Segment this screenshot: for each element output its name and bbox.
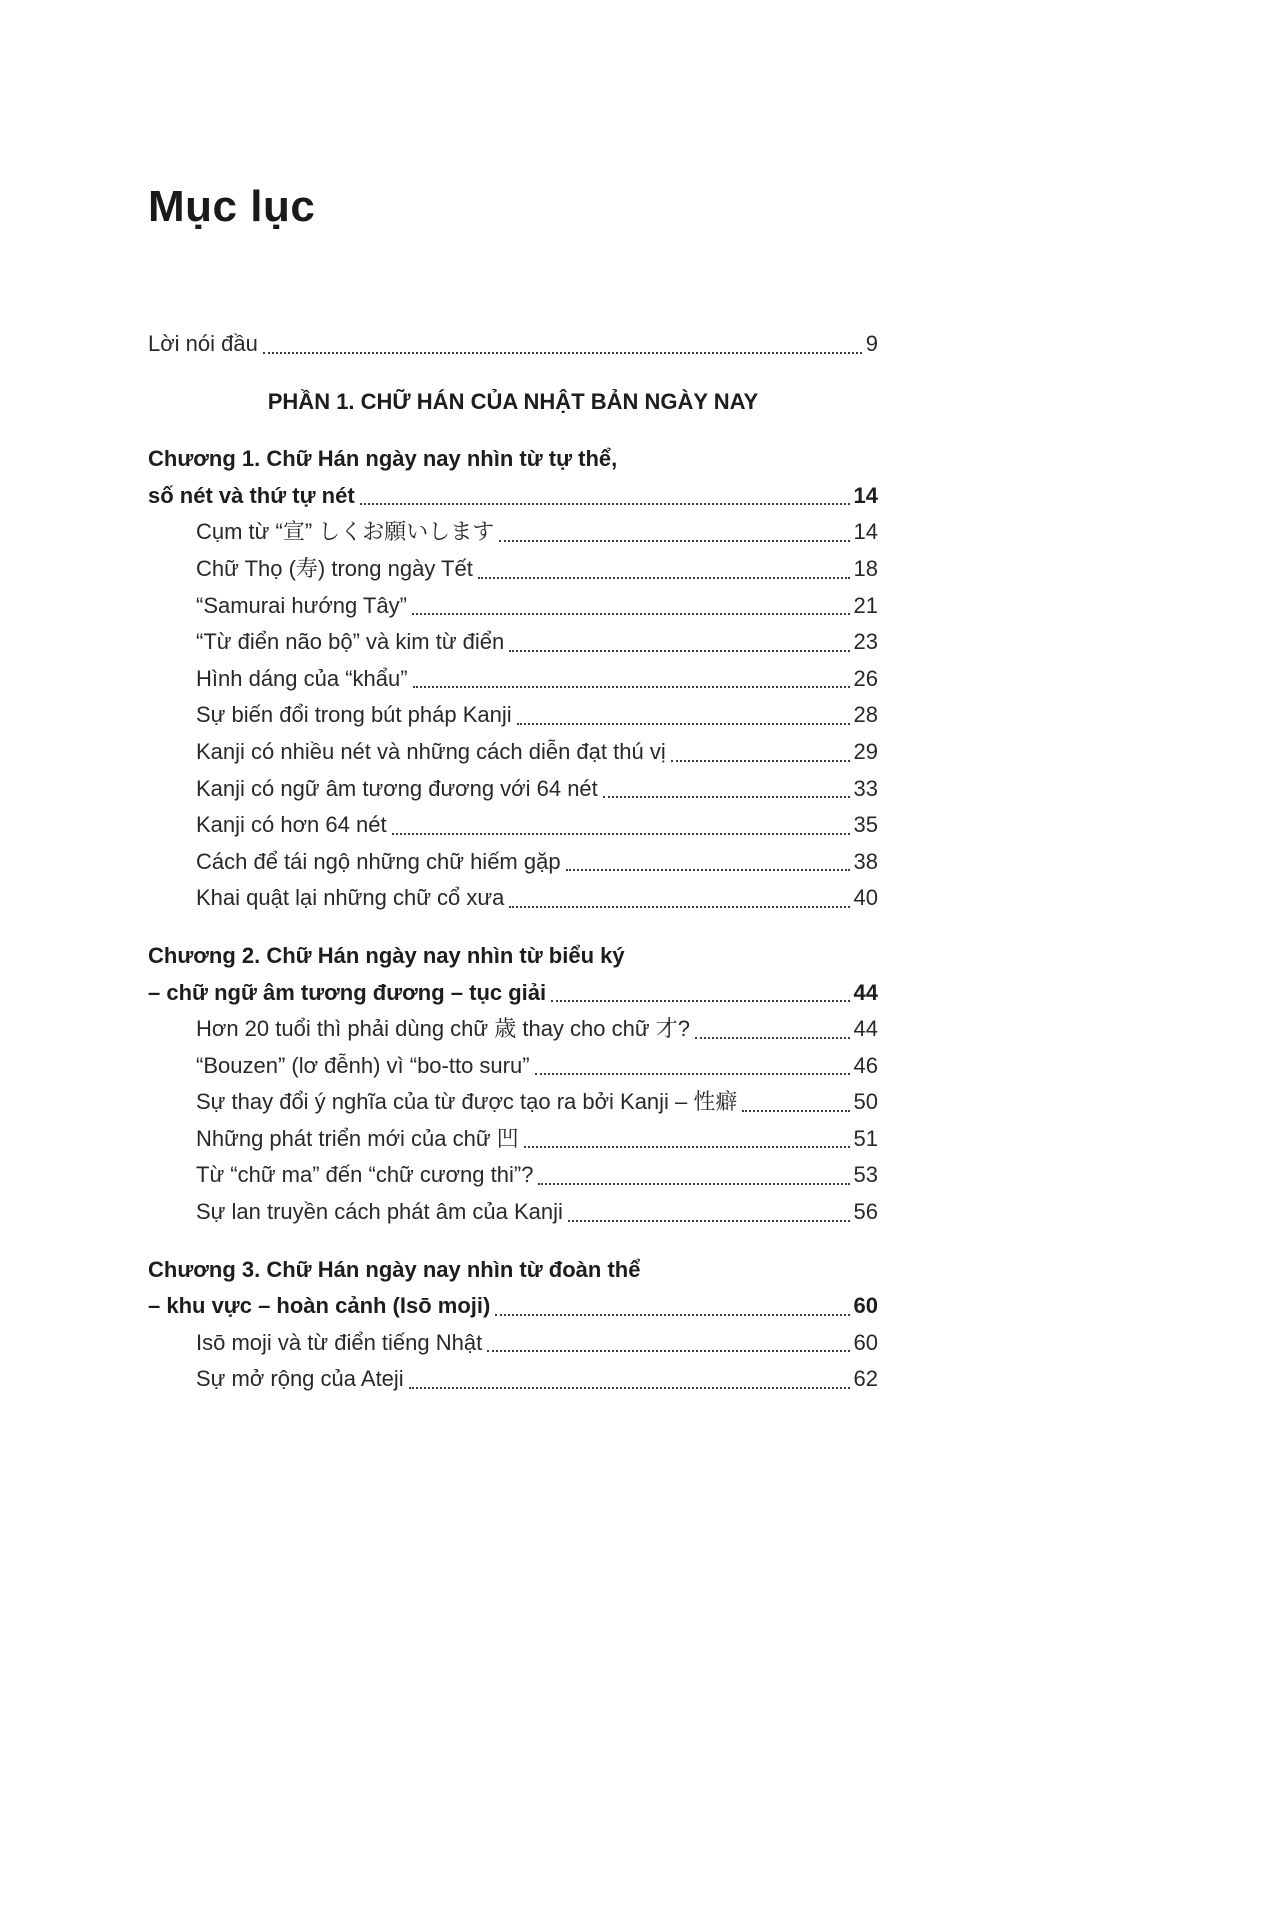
toc-entry-label: Kanji có ngữ âm tương đương với 64 nét: [196, 775, 598, 801]
toc-entry: [148, 1048, 878, 1085]
chapter-title-line1: Chương 2. Chữ Hán ngày nay nhìn từ biểu ký: [148, 942, 625, 968]
toc-entry: [148, 1361, 878, 1398]
toc-page: [148, 0, 878, 1398]
toc-entry-label: Sự mở rộng của Ateji: [196, 1366, 404, 1392]
toc-entry: [148, 1084, 878, 1121]
toc-entry: [148, 478, 878, 515]
toc-entry-page: 28: [853, 702, 878, 728]
toc-entry-page: 50: [853, 1089, 878, 1115]
toc-entry-label: Cách để tái ngộ những chữ hiếm gặp: [196, 848, 561, 874]
chapter-title-line2: số nét và thứ tự nét: [148, 482, 355, 508]
dotted-leader: [671, 760, 850, 762]
toc-entry-label: Kanji có nhiều nét và những cách diễn đạt thú vị: [196, 738, 666, 764]
toc-entry-label: “Từ điển não bộ” và kim từ điển: [196, 629, 505, 655]
toc-entry-page: 38: [853, 848, 878, 874]
dotted-leader: [551, 1000, 849, 1002]
chapter-page: 14: [853, 482, 878, 508]
toc-entry-page: 14: [853, 519, 878, 545]
toc-entry-label: Hình dáng của “khẩu”: [196, 665, 408, 691]
toc-entry-page: 9: [865, 331, 878, 356]
toc-entry-page: 23: [853, 629, 878, 655]
toc-entry-label: Sự thay đổi ý nghĩa của từ được tạo ra bởi Kanji – 性癖: [196, 1089, 738, 1115]
dotted-leader: [487, 1350, 849, 1352]
toc-entry: [148, 588, 878, 625]
dotted-leader: [568, 1220, 850, 1222]
toc-entry: [148, 1288, 878, 1325]
toc-entry-page: 53: [853, 1162, 878, 1188]
chapter-entry: [148, 938, 878, 1011]
toc-entry-page: 56: [853, 1199, 878, 1225]
toc-entry-page: 29: [853, 738, 878, 764]
toc-entry: [148, 661, 878, 698]
toc-entry-label: Sự biến đổi trong bút pháp Kanji: [196, 702, 512, 728]
toc-entry: [148, 1121, 878, 1158]
dotted-leader: [695, 1037, 850, 1039]
toc-entry-page: 46: [853, 1052, 878, 1078]
toc-entry-page: 21: [853, 592, 878, 618]
dotted-leader: [412, 613, 850, 615]
toc-entry: [148, 624, 878, 661]
dotted-leader: [509, 906, 849, 908]
dotted-leader: [499, 540, 849, 542]
chapter-title-line2: – chữ ngữ âm tương đương – tục giải: [148, 979, 547, 1005]
toc-entry-label: Isō moji và từ điển tiếng Nhật: [196, 1329, 483, 1355]
toc-entry: [148, 1194, 878, 1231]
toc-entry-page: 26: [853, 665, 878, 691]
toc-entry-page: 18: [853, 555, 878, 581]
dotted-leader: [392, 833, 850, 835]
dotted-leader: [535, 1073, 850, 1075]
toc-entry: [148, 326, 878, 363]
toc-entry-page: 35: [853, 812, 878, 838]
dotted-leader: [263, 352, 862, 354]
toc-entry-label: Những phát triển mới của chữ 凹: [196, 1125, 519, 1151]
toc-entry-label: Chữ Thọ (寿) trong ngày Tết: [196, 555, 473, 581]
toc-entry-label: “Bouzen” (lơ đễnh) vì “bo-tto suru”: [196, 1052, 530, 1078]
toc-entry-label: Từ “chữ ma” đến “chữ cương thi”?: [196, 1162, 534, 1188]
toc-entry: [148, 551, 878, 588]
dotted-leader: [495, 1314, 849, 1316]
dotted-leader: [566, 869, 850, 871]
dotted-leader: [742, 1110, 849, 1112]
dotted-leader: [603, 796, 850, 798]
part-header: PHẦN 1. CHỮ HÁN CỦA NHẬT BẢN NGÀY NAY: [267, 388, 759, 414]
dotted-leader: [509, 650, 849, 652]
toc-entry-page: 60: [853, 1329, 878, 1355]
toc-entry-label: Kanji có hơn 64 nét: [196, 812, 387, 838]
chapter-title-line1: Chương 3. Chữ Hán ngày nay nhìn từ đoàn thể: [148, 1256, 641, 1282]
dotted-leader: [478, 577, 850, 579]
toc-entry: [148, 1157, 878, 1194]
toc-entry-page: 51: [853, 1125, 878, 1151]
toc-entry-label: Cụm từ “宣” しくお願いします: [196, 519, 495, 545]
toc-entry-page: 33: [853, 775, 878, 801]
toc-entry: [148, 975, 878, 1012]
toc-entry: [148, 697, 878, 734]
page-title: Mục lục: [148, 182, 316, 231]
chapter-title-line2: – khu vực – hoàn cảnh (Isō moji): [148, 1293, 491, 1319]
dotted-leader: [517, 723, 850, 725]
toc-entry: [148, 771, 878, 808]
toc-entry: [148, 1011, 878, 1048]
dotted-leader: [524, 1146, 850, 1148]
toc-entry: [148, 807, 878, 844]
chapter-title-line1: Chương 1. Chữ Hán ngày nay nhìn từ tự thể,: [148, 446, 618, 472]
toc-entry-page: 62: [853, 1366, 878, 1392]
toc-entry-page: 44: [853, 1016, 878, 1042]
chapter-page: 44: [853, 979, 878, 1005]
chapter-entry: [148, 1252, 878, 1325]
toc-entry-label: Lời nói đầu: [148, 331, 258, 356]
chapter-page: 60: [853, 1293, 878, 1319]
toc-entry: [148, 514, 878, 551]
toc-entry-label: Hơn 20 tuổi thì phải dùng chữ 歳 thay cho chữ 才?: [196, 1016, 690, 1042]
dotted-leader: [409, 1387, 850, 1389]
dotted-leader: [360, 503, 850, 505]
toc-entry-page: 40: [853, 885, 878, 911]
toc-entry-label: Sự lan truyền cách phát âm của Kanji: [196, 1199, 563, 1225]
dotted-leader: [413, 686, 850, 688]
chapter-entry: [148, 441, 878, 514]
toc-entry: [148, 1325, 878, 1362]
toc-list: [148, 326, 878, 1398]
toc-entry-label: “Samurai hướng Tây”: [196, 592, 407, 618]
toc-entry: [148, 734, 878, 771]
dotted-leader: [538, 1183, 849, 1185]
toc-entry-label: Khai quật lại những chữ cổ xưa: [196, 885, 505, 911]
toc-entry: [148, 844, 878, 881]
toc-entry: [148, 880, 878, 917]
